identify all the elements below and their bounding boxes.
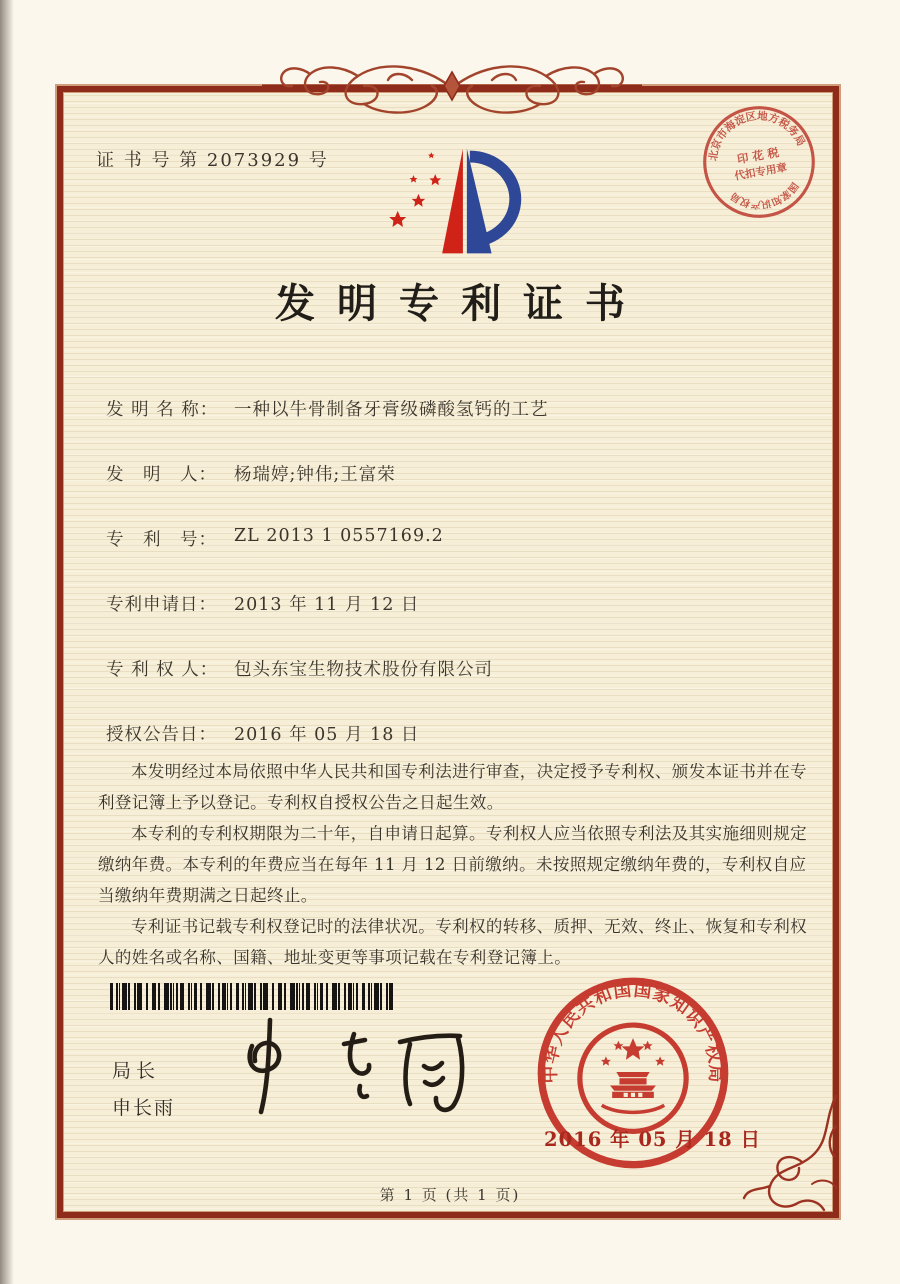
national-emblem-icon (580, 1025, 686, 1131)
document-title: 发明专利证书 (275, 280, 647, 327)
field-patent-number (106, 526, 444, 551)
field-value: 包头东宝生物技术股份有限公司 (234, 660, 493, 680)
field-value: 2016 年 05 月 18 日 (234, 725, 420, 745)
field-value: 2013 年 11 月 12 日 (234, 595, 420, 615)
top-border-ornament-icon (262, 46, 642, 126)
field-patentee (106, 656, 493, 681)
tax-stamp-seal (691, 94, 828, 231)
field-label: 专 利 号： (106, 530, 217, 550)
legal-paragraph-1: 本发明经过本局依照中华人民共和国专利法进行审查，决定授予专利权、颁发本证书并在专利登记簿上予以登记。专利权自授权公告之日起生效。 (98, 762, 807, 812)
seal-date: 2016 年 05 月 18 日 (544, 1128, 761, 1151)
field-invention-name (106, 396, 549, 421)
field-filing-date (106, 591, 419, 616)
corner-flourish-icon (740, 1092, 848, 1230)
field-label: 专利申请日： (106, 595, 217, 615)
field-grant-date (106, 721, 419, 746)
field-value: 一种以牛骨制备牙膏级磷酸氢钙的工艺 (234, 400, 549, 420)
barcode (110, 983, 393, 1010)
cnipa-logo-icon (372, 140, 540, 264)
tax-stamp-arc-bottom: 国家知识产权局 (729, 179, 800, 210)
field-label: 专 利 权 人： (106, 660, 219, 680)
legal-paragraph-2: 本专利的专利权期限为二十年，自申请日起算。专利权人应当依照专利法及其实施细则规定缴纳年费。本专利的年费应当在每年 11 月 12 日前缴纳。未按照规定缴纳年费的，专利权自应当缴纳年费期满之日起终止。 (98, 824, 807, 905)
page-number: 第 1 页 (共 1 页) (379, 1186, 521, 1204)
svg-text:中华人民共和国国家知识产权局 (539, 979, 727, 1083)
certificate-number: 证 书 号 第 2073929 号 (96, 150, 329, 171)
field-value: ZL 2013 1 0557169.2 (234, 526, 444, 546)
tax-stamp-center-line2: 代扣专用章 (733, 160, 788, 183)
director-signature (232, 1010, 490, 1130)
director-title-label: 局长 (112, 1060, 161, 1082)
agency-seal-arc-text: 中华人民共和国国家知识产权局 (539, 979, 727, 1084)
tax-stamp-arc-top: 北京市海淀区地方税务局 (706, 109, 808, 162)
field-label: 授权公告日： (106, 725, 217, 745)
field-label: 发 明 人： (106, 465, 217, 485)
field-inventors (106, 461, 396, 486)
field-value: 杨瑞婷;钟伟;王富荣 (234, 465, 396, 485)
director-name-label: 申长雨 (112, 1097, 176, 1119)
tax-stamp-center-line1: 印 花 税 (735, 145, 780, 167)
scan-spine-shadow (0, 0, 14, 1284)
legal-paragraph-3: 专利证书记载专利权登记时的法律状况。专利权的转移、质押、无效、终止、恢复和专利权人的姓名或名称、国籍、地址变更等事项记载在专利登记簿上。 (98, 917, 807, 967)
legal-text-block (98, 756, 816, 973)
field-label: 发 明 名 称： (106, 400, 219, 420)
